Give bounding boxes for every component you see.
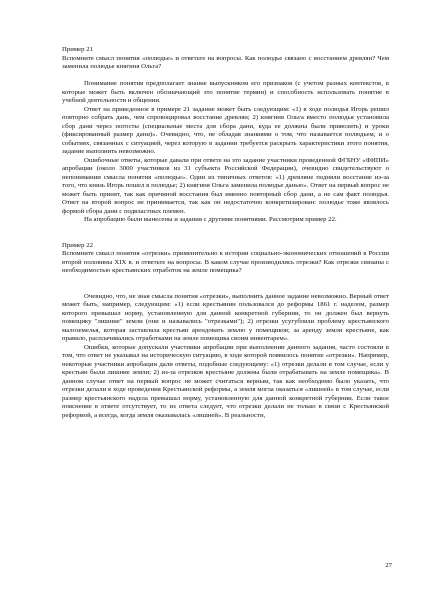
spacer: [62, 72, 389, 81]
spacer: [62, 276, 389, 293]
example-21-question: Вспомните смысл понятия «полюдье» и ответьте на вопросы. Как полюдье связано с восстанием древлян? Чем заменила полюдье княгиня Ольга?: [62, 54, 389, 70]
paragraph: Ошибки, которые допускали участники апробации при выполнении данного задания, часто состояли в том, что ответ не указывал на историческую ситуацию, в ходе которой появилось понятие «отрезки». Например, некоторые участники апробации дали ответы, подобные следующему: «1) отрезки делали в том случае, если у крестьян были лишние земли; 2) из-за отрезков крестьяне должны были отрабатывать на земле помещика». В данном случае ответ на первый вопрос не может считаться верным, так как необходимо было указать, что отрезки делали в ходе проведения Крестьянской реформы, а земля могла оказаться «лишней» в том случае, если размер крестьянского надела превышал норму, установленную для данной конкретной губернии. Если такое пояснение в ответе отсутствует, то из ответа следует, что отрезки делали не только в связи с Крестьянской реформой, а всегда, когда земля оказывалась «лишней». В реальности,: [62, 343, 389, 419]
paragraph: Понимание понятия предполагает знание выпускником его признаков (с учетом разных контекстов, в которые может быть включен обозначающий это понятие термин) и способность использовать понятие в учебной деятельности и общении.: [62, 80, 389, 104]
spacer: [62, 225, 389, 242]
paragraph: Очевидно, что, не зная смысла понятия «отрезки», выполнить данное задание невозможно. Верный ответ может быть, например, следующим: «1) если крестьянин пользовался до реформы 1861 г. наделом, размер которого превышал норму, установленную для данной конкретной губернии, то он должен был вернуть помещику "лишние" земли (они и назывались "отрезками"); 2) отрезки усугубляли проблему крестьянского малоземелья, которая заставляла крестьян арендовать землю у помещиков; за аренду земли крестьяне, как правило, расплачивались отработками на земле помещика своим инвентарем».: [62, 292, 389, 342]
example-22-heading: Пример 22: [62, 241, 93, 249]
example-22-question: Вспомните смысл понятия «отрезки» применительно к истории социально-экономических отношений в России второй половины XIX в. и ответьте на вопросы. В каком случае производились отрезки? Как отрезки связаны с необходимостью крестьянских отработок на земле помещика?: [62, 250, 389, 274]
paragraph: На апробацию были вынесены и задания с другими понятиями. Рассмотрим пример 22.: [84, 216, 337, 223]
paragraph: Ответ на приведенное в примере 21 задание может быть следующим: «1) в ходе полюдья Игорь решил повторно собрать дань, чем спровоцировал восстание древлян; 2) княгиня Ольга вместо полюдья установила сбор дани через погосты (специальные места для сбора дани, куда ее должны были привозить) и уроки (фиксированный размер дани)». Очевидно, что, не обладая знаниями о том, что называется полюдьем, и о событиях, связанных с ситуацией, через которую в задании требуется раскрыть характеристики этого понятия, задание выполнить невозможно.: [62, 105, 389, 155]
example-21-heading: Пример 21: [62, 46, 93, 53]
page-number: 27: [385, 562, 392, 569]
paragraph: Ошибочные ответы, которые давали при ответе на это задание участники проведенной ФГБНУ «ФИПИ» апробации (около 3000 участников из 31 субъекта Российской Федерации), очевидно свидетельствуют о непонимании смысла понятия «полюдье». Один из типичных ответов: «1) древляне подняли восстание из-за того, что князь Игорь пошел в полюдье; 2) княгиня Ольга заменила полюдье данью». Ответ на первый вопрос не может быть принят, так как причиной восстания был именно повторный сбор дани, а не сам факт полюдья. Ответ на второй вопрос не принимается, так как он недостаточно конкретизирован: полюдье тоже являлось формой сбора дани с подвластных племен.: [62, 156, 389, 215]
page-body: [62, 46, 389, 420]
